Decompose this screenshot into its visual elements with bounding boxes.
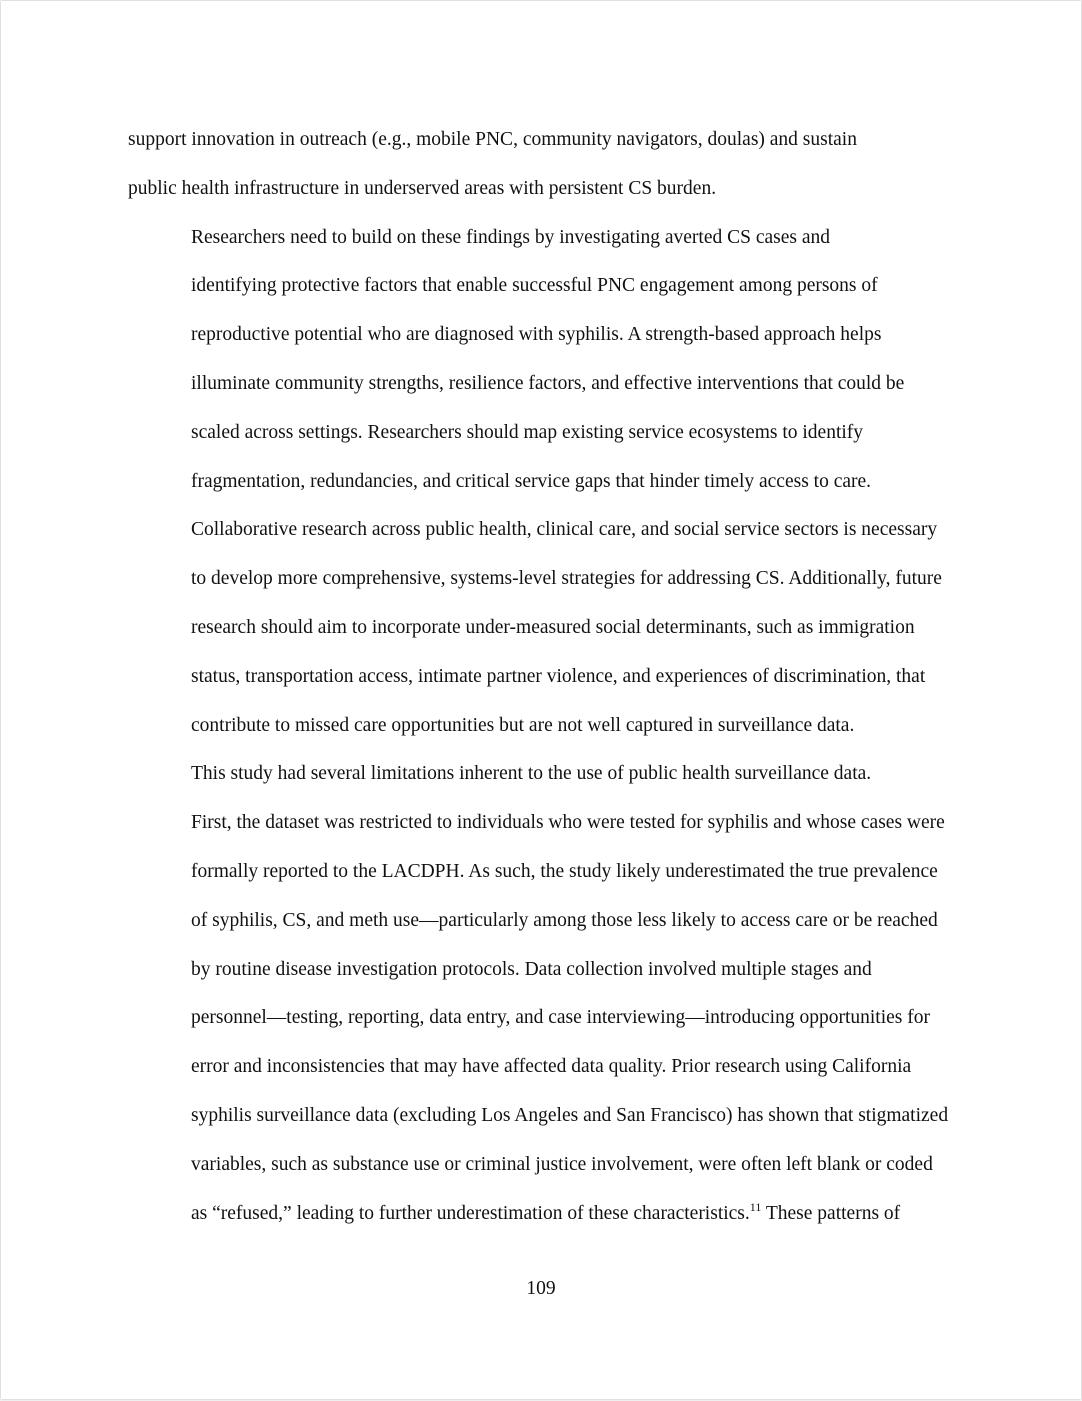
text-line: support innovation in outreach (e.g., mobile PNC, community navigators, doulas) and sustain — [128, 129, 857, 150]
text-line: public health infrastructure in underserved areas with persistent CS burden. — [128, 177, 717, 199]
text-line: Collaborative research across public health, clinical care, and social service sectors is necessary — [191, 519, 938, 541]
text-line: reproductive potential who are diagnosed with syphilis. A strength-based approach helps — [191, 324, 882, 346]
text-line-with-citation — [128, 1190, 956, 1239]
text-line: by routine disease investigation protocols. Data collection involved multiple stages and — [191, 958, 872, 980]
text-line: research should aim to incorporate under-measured social determinants, such as immigration — [191, 616, 915, 638]
text-line: scaled across settings. Researchers should map existing service ecosystems to identify — [191, 421, 864, 443]
paragraph-3 — [128, 750, 956, 1238]
text-line: Researchers need to build on these findings by investigating averted CS cases and — [191, 226, 831, 248]
document-page — [1, 1, 1081, 1399]
text-line: status, transportation access, intimate partner violence, and experiences of discrimination, that — [191, 665, 926, 687]
body-text — [128, 116, 956, 1238]
text-line: personnel—testing, reporting, data entry, and case interviewing—introducing opportunities for — [191, 1007, 931, 1029]
text-line: formally reported to the LACDPH. As such, the study likely underestimated the true prevalence — [191, 860, 938, 882]
paragraph-2 — [128, 214, 956, 751]
text-line: identifying protective factors that enable successful PNC engagement among persons of — [191, 275, 878, 297]
text-line: contribute to missed care opportunities but are not well captured in surveillance data. — [191, 714, 855, 736]
citation-superscript: 11 — [749, 1199, 762, 1214]
text-line: variables, such as substance use or criminal justice involvement, were often left blank or coded — [191, 1153, 933, 1175]
paragraph-1 — [128, 116, 956, 214]
text-line: fragmentation, redundancies, and critical service gaps that hinder timely access to care. — [191, 470, 872, 492]
text-line: to develop more comprehensive, systems-level strategies for addressing CS. Additionally, future — [191, 568, 942, 590]
page-number: 109 — [526, 1278, 556, 1299]
text-line: error and inconsistencies that may have affected data quality. Prior research using California — [191, 1056, 912, 1078]
text-segment: as “refused,” leading to further underestimation of these characteristics. — [191, 1202, 750, 1224]
text-line: syphilis surveillance data (excluding Los Angeles and San Francisco) has shown that stigmatized — [191, 1104, 949, 1126]
text-line: This study had several limitations inherent to the use of public health surveillance data. — [191, 763, 872, 785]
text-segment: These patterns of — [761, 1202, 901, 1224]
text-line: of syphilis, CS, and meth use—particularly among those less likely to access care or be reached — [191, 909, 938, 931]
text-line: First, the dataset was restricted to individuals who were tested for syphilis and whose cases were — [191, 812, 945, 834]
text-line: illuminate community strengths, resilience factors, and effective interventions that could be — [191, 372, 905, 394]
